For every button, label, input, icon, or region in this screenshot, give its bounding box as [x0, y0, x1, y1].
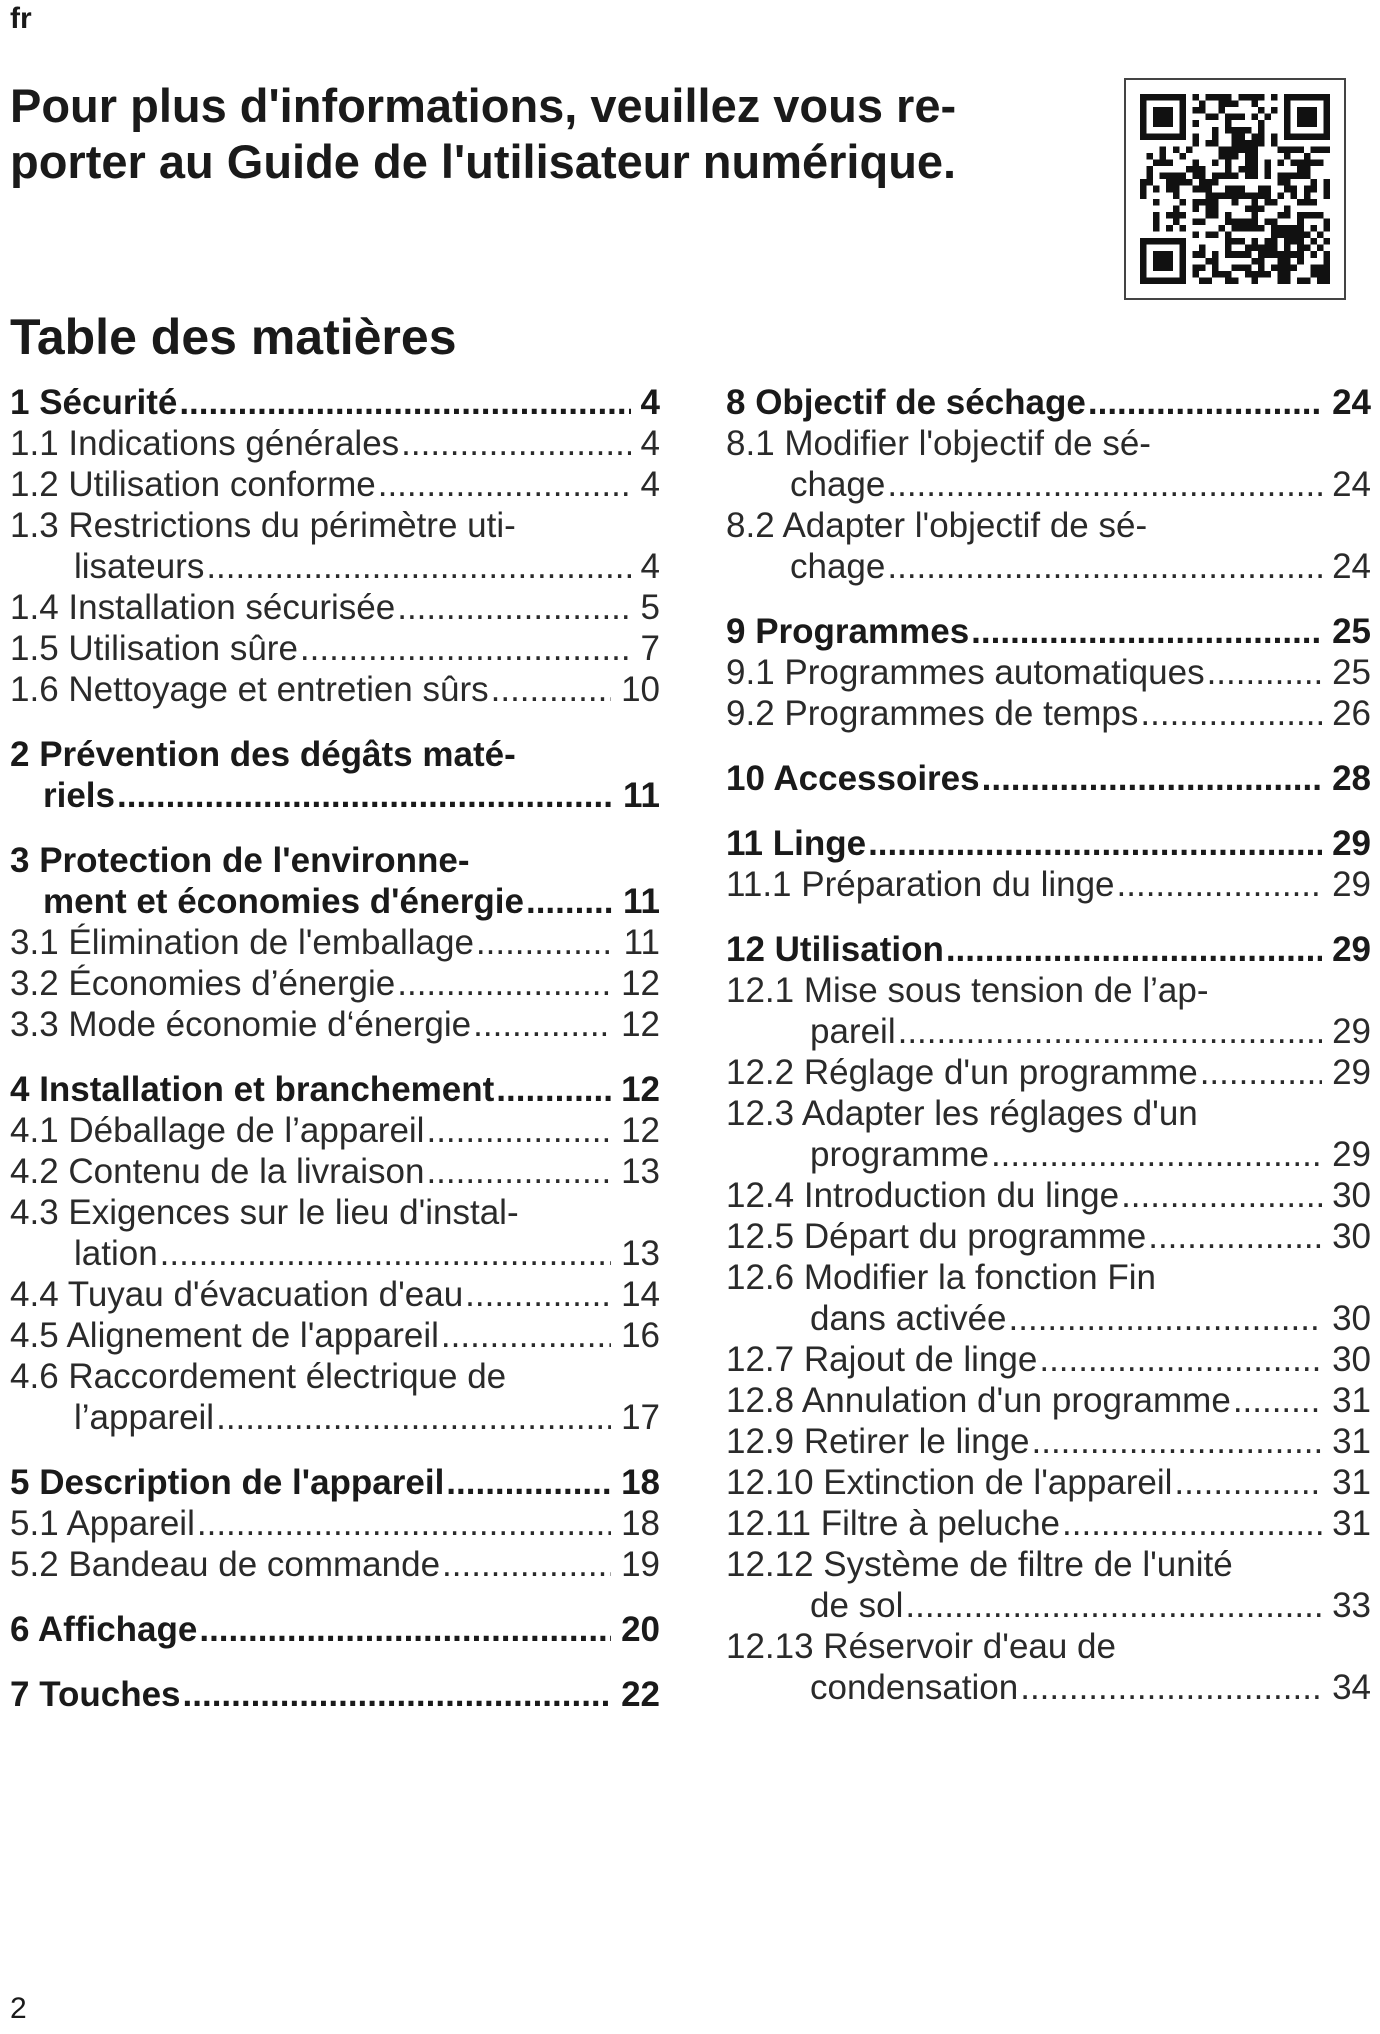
toc-entry-title: 1.3 Restrictions du périmètre uti-: [10, 506, 516, 545]
toc-entry[interactable]: [10, 1274, 660, 1315]
toc-entry[interactable]: [726, 1175, 1371, 1216]
toc-entry-page: 31: [1332, 1381, 1371, 1420]
toc-entry[interactable]: [10, 1462, 660, 1503]
toc-entry[interactable]: [726, 611, 1371, 652]
toc-entry-page: 31: [1332, 1422, 1371, 1461]
toc-entry-title: 1 Sécurité: [10, 383, 178, 422]
toc-entry[interactable]: [10, 1356, 660, 1438]
dot-leader: [887, 546, 1322, 587]
dot-leader: [868, 823, 1322, 864]
dot-leader: [183, 1674, 612, 1715]
toc-entry-title: 1.2 Utilisation conforme: [10, 465, 376, 504]
toc-entry-title: 8.1 Modifier l'objectif de sé-: [726, 424, 1151, 463]
toc-entry-title: 7 Touches: [10, 1675, 181, 1714]
toc-entry[interactable]: [726, 1380, 1371, 1421]
toc-entry-page: 31: [1332, 1463, 1371, 1502]
toc-entry-title: 5 Description de l'appareil: [10, 1463, 445, 1502]
toc-entry-page: 13: [621, 1234, 660, 1273]
toc-entry-page: 28: [1332, 759, 1371, 798]
dot-leader: [197, 1503, 611, 1544]
toc-entry-title: 8 Objectif de séchage: [726, 383, 1086, 422]
toc-entry-title: ment et économies d'énergie: [43, 882, 524, 921]
toc-entry-title: 10 Accessoires: [726, 759, 980, 798]
toc-entry-page: 30: [1332, 1176, 1371, 1215]
toc-entry[interactable]: [10, 1004, 660, 1045]
toc-entry-title: 4.3 Exigences sur le lieu d'instal-: [10, 1193, 519, 1232]
toc-entry[interactable]: [726, 1052, 1371, 1093]
toc-entry-title: 4.2 Contenu de la livraison: [10, 1152, 425, 1191]
dot-leader: [476, 922, 614, 963]
toc-entry[interactable]: [10, 464, 660, 505]
toc-entry[interactable]: [726, 382, 1371, 423]
toc-entry[interactable]: [10, 840, 660, 922]
toc-entry[interactable]: [726, 1626, 1371, 1708]
toc-entry-page: 17: [621, 1398, 660, 1437]
dot-leader: [1020, 1667, 1322, 1708]
toc-entry-title: 4.4 Tuyau d'évacuation d'eau: [10, 1275, 464, 1314]
toc-entry-title: 9.1 Programmes automatiques: [726, 653, 1205, 692]
toc-entry-page: 12: [621, 1005, 660, 1044]
toc-entry-title: 3.3 Mode économie d‘énergie: [10, 1005, 472, 1044]
toc-entry-title: 9 Programmes: [726, 612, 970, 651]
dot-leader: [1140, 693, 1322, 734]
toc-entry[interactable]: [10, 1674, 660, 1715]
dot-leader: [1009, 1298, 1323, 1339]
toc-entry-title: 1.6 Nettoyage et entretien sûrs: [10, 670, 489, 709]
toc-entry-page: 29: [1332, 930, 1371, 969]
toc-entry-page: 29: [1332, 1135, 1371, 1174]
toc-entry-title: 12.1 Mise sous tension de l’ap-: [726, 971, 1209, 1010]
dot-leader: [491, 669, 611, 710]
toc-entry-title: 11 Linge: [726, 824, 867, 863]
toc-entry-title: lation: [74, 1234, 158, 1273]
toc-entry-page: 4: [640, 424, 660, 463]
toc-entry-page: 14: [621, 1275, 660, 1314]
toc-entry-title: 12.6 Modifier la fonction Fin: [726, 1258, 1156, 1297]
toc-entry-title: 3.1 Élimination de l'emballage: [10, 923, 474, 962]
toc-entry-page: 4: [640, 383, 660, 422]
toc-entry-page: 24: [1332, 383, 1371, 422]
toc-entry-title: lisateurs: [74, 547, 205, 586]
toc-entry-page: 13: [621, 1152, 660, 1191]
toc-entry-page: 11: [623, 776, 660, 815]
toc-entry-title: 12.7 Rajout de linge: [726, 1340, 1038, 1379]
toc-entry[interactable]: [726, 970, 1371, 1052]
toc-entry-page: 10: [621, 670, 660, 709]
dot-leader: [887, 464, 1322, 505]
toc-entry-page: 5: [640, 588, 660, 627]
toc-title: Table des matières: [10, 309, 457, 365]
toc-entry-page: 11: [623, 882, 660, 921]
toc-entry[interactable]: [726, 1544, 1371, 1626]
toc-entry-title: 12.12 Système de filtre de l'unité: [726, 1545, 1233, 1584]
dot-leader: [401, 423, 630, 464]
toc-entry-page: 26: [1332, 694, 1371, 733]
toc-entry[interactable]: [726, 1257, 1371, 1339]
toc-entry[interactable]: [726, 693, 1371, 734]
toc-entry-page: 4: [640, 465, 660, 504]
toc-entry-title: pareil: [810, 1012, 896, 1051]
dot-leader: [300, 628, 631, 669]
dot-leader: [1121, 1175, 1322, 1216]
toc-entry[interactable]: [726, 929, 1371, 970]
dot-leader: [426, 1110, 611, 1151]
toc-entry[interactable]: [10, 922, 660, 963]
dot-leader: [473, 1004, 611, 1045]
toc-entry-page: 29: [1332, 1012, 1371, 1051]
dot-leader: [465, 1274, 611, 1315]
dot-leader: [1032, 1421, 1323, 1462]
language-label: fr: [10, 2, 32, 35]
toc-entry-page: 30: [1332, 1299, 1371, 1338]
toc-entry-page: 33: [1332, 1586, 1371, 1625]
toc-entry[interactable]: [10, 1110, 660, 1151]
toc-entry[interactable]: [726, 1339, 1371, 1380]
dot-leader: [397, 587, 630, 628]
toc-entry-page: 24: [1332, 465, 1371, 504]
toc-entry-title: 12.10 Extinction de l'appareil: [726, 1463, 1173, 1502]
qr-code-icon: [1124, 78, 1346, 300]
toc-entry-title: l’appareil: [74, 1398, 215, 1437]
toc-entry-page: 30: [1332, 1340, 1371, 1379]
toc-entry-page: 7: [640, 629, 660, 668]
toc-entry-page: 31: [1332, 1504, 1371, 1543]
page-number: 2: [10, 1992, 27, 2025]
dot-leader: [971, 611, 1322, 652]
toc-entry-title: 12 Utilisation: [726, 930, 944, 969]
toc-entry[interactable]: [10, 1503, 660, 1544]
dot-leader: [441, 1315, 611, 1356]
toc-entry-page: 29: [1332, 824, 1371, 863]
toc-entry-page: 11: [623, 923, 660, 962]
toc-entry[interactable]: [10, 963, 660, 1004]
dot-leader: [1174, 1462, 1322, 1503]
toc-entry-page: 30: [1332, 1217, 1371, 1256]
toc-entry-title: chage: [790, 465, 886, 504]
dot-leader: [378, 464, 631, 505]
toc-entry-page: 20: [621, 1610, 660, 1649]
dot-leader: [496, 1069, 611, 1110]
toc-entry-title: 4.5 Alignement de l'appareil: [10, 1316, 439, 1355]
toc-entry-title: 12.5 Départ du programme: [726, 1217, 1147, 1256]
toc-entry-title: de sol: [810, 1586, 904, 1625]
toc-entry[interactable]: [726, 758, 1371, 799]
toc-entry[interactable]: [10, 628, 660, 669]
toc-entry-title: 4.1 Déballage de l’appareil: [10, 1111, 425, 1150]
toc-entry[interactable]: [10, 1192, 660, 1274]
toc-entry-page: 29: [1332, 1053, 1371, 1092]
dot-leader: [1117, 864, 1323, 905]
dot-leader: [179, 382, 630, 423]
toc-entry[interactable]: [10, 1151, 660, 1192]
toc-entry-page: 34: [1332, 1668, 1371, 1707]
toc-entry-title: 12.8 Annulation d'un programme: [726, 1381, 1231, 1420]
dot-leader: [1200, 1052, 1322, 1093]
dot-leader: [206, 546, 630, 587]
toc-entry[interactable]: [10, 734, 660, 816]
toc-entry[interactable]: [10, 505, 660, 587]
toc-entry-title: 12.11 Filtre à peluche: [726, 1504, 1061, 1543]
toc-entry-page: 25: [1332, 612, 1371, 651]
toc-entry[interactable]: [10, 1069, 660, 1110]
toc-entry-title: riels: [43, 776, 115, 815]
toc-entry-title: 9.2 Programmes de temps: [726, 694, 1139, 733]
toc-entry-title: 11.1 Préparation du linge: [726, 865, 1115, 904]
toc-entry-title: 3.2 Économies d’énergie: [10, 964, 396, 1003]
toc-entry-title: 1.5 Utilisation sûre: [10, 629, 298, 668]
toc-entry-title: condensation: [810, 1668, 1019, 1707]
toc-column-right: [726, 382, 1371, 1708]
toc-entry[interactable]: [726, 1216, 1371, 1257]
dot-leader: [1148, 1216, 1322, 1257]
toc-entry[interactable]: [726, 864, 1371, 905]
toc-entry-page: 18: [621, 1504, 660, 1543]
toc-entry[interactable]: [10, 1315, 660, 1356]
toc-entry[interactable]: [726, 1093, 1371, 1175]
dot-leader: [982, 758, 1322, 799]
toc-entry[interactable]: [726, 652, 1371, 693]
digital-guide-headline: [10, 78, 1070, 190]
dot-leader: [1233, 1380, 1322, 1421]
headline-line: Pour plus d'informations, veuillez vous re-: [10, 79, 957, 132]
toc-entry[interactable]: [726, 423, 1371, 505]
dot-leader: [160, 1233, 611, 1274]
toc-entry-title: 12.13 Réservoir d'eau de: [726, 1627, 1116, 1666]
toc-entry[interactable]: [726, 1503, 1371, 1544]
toc-entry[interactable]: [726, 823, 1371, 864]
toc-entry-page: 4: [640, 547, 660, 586]
toc-entry-title: 1.4 Installation sécurisée: [10, 588, 396, 627]
toc-entry[interactable]: [726, 1421, 1371, 1462]
toc-entry-title: 5.1 Appareil: [10, 1504, 195, 1543]
dot-leader: [905, 1585, 1322, 1626]
dot-leader: [446, 1462, 611, 1503]
toc-entry[interactable]: [10, 1609, 660, 1650]
toc-entry-title: 8.2 Adapter l'objectif de sé-: [726, 506, 1148, 545]
toc-entry[interactable]: [10, 1544, 660, 1585]
toc-entry-title: 4 Installation et branchement: [10, 1070, 495, 1109]
dot-leader: [946, 929, 1322, 970]
toc-entry-title: 12.4 Introduction du linge: [726, 1176, 1120, 1215]
toc-entry[interactable]: [10, 669, 660, 710]
toc-entry-page: 22: [621, 1675, 660, 1714]
toc-entry-page: 18: [621, 1463, 660, 1502]
toc-entry-title: dans activée: [810, 1299, 1007, 1338]
dot-leader: [991, 1134, 1322, 1175]
dot-leader: [526, 881, 613, 922]
dot-leader: [1062, 1503, 1322, 1544]
headline-line: porter au Guide de l'utilisateur numérique.: [10, 135, 957, 188]
dot-leader: [898, 1011, 1322, 1052]
toc-entry-page: 16: [621, 1316, 660, 1355]
toc-entry-title: 3 Protection de l'environne-: [10, 841, 470, 880]
toc-entry-page: 25: [1332, 653, 1371, 692]
dot-leader: [1039, 1339, 1322, 1380]
toc-entry[interactable]: [10, 382, 660, 423]
toc-entry-title: 2 Prévention des dégâts maté-: [10, 735, 516, 774]
toc-entry-title: 12.3 Adapter les réglages d'un: [726, 1094, 1198, 1133]
toc-entry-page: 12: [621, 964, 660, 1003]
dot-leader: [426, 1151, 611, 1192]
dot-leader: [1088, 382, 1322, 423]
dot-leader: [216, 1397, 611, 1438]
toc-column-left: [10, 382, 660, 1715]
toc-entry-title: 6 Affichage: [10, 1610, 198, 1649]
toc-entry-page: 12: [621, 1070, 660, 1109]
toc-entry-title: 12.2 Réglage d'un programme: [726, 1053, 1198, 1092]
toc-entry-title: 1.1 Indications générales: [10, 424, 400, 463]
dot-leader: [1207, 652, 1322, 693]
toc-entry-title: chage: [790, 547, 886, 586]
toc-entry[interactable]: [726, 505, 1371, 587]
dot-leader: [199, 1609, 611, 1650]
toc-entry-title: programme: [810, 1135, 989, 1174]
toc-entry[interactable]: [726, 1462, 1371, 1503]
toc-entry-title: 5.2 Bandeau de commande: [10, 1545, 441, 1584]
toc-entry-title: 4.6 Raccordement électrique de: [10, 1357, 507, 1396]
toc-entry[interactable]: [10, 423, 660, 464]
toc-entry-page: 12: [621, 1111, 660, 1150]
toc-entry-title: 12.9 Retirer le linge: [726, 1422, 1030, 1461]
toc-entry-page: 29: [1332, 865, 1371, 904]
toc-entry[interactable]: [10, 587, 660, 628]
toc-entry-page: 24: [1332, 547, 1371, 586]
dot-leader: [442, 1544, 611, 1585]
dot-leader: [117, 775, 613, 816]
dot-leader: [397, 963, 611, 1004]
toc-entry-page: 19: [621, 1545, 660, 1584]
